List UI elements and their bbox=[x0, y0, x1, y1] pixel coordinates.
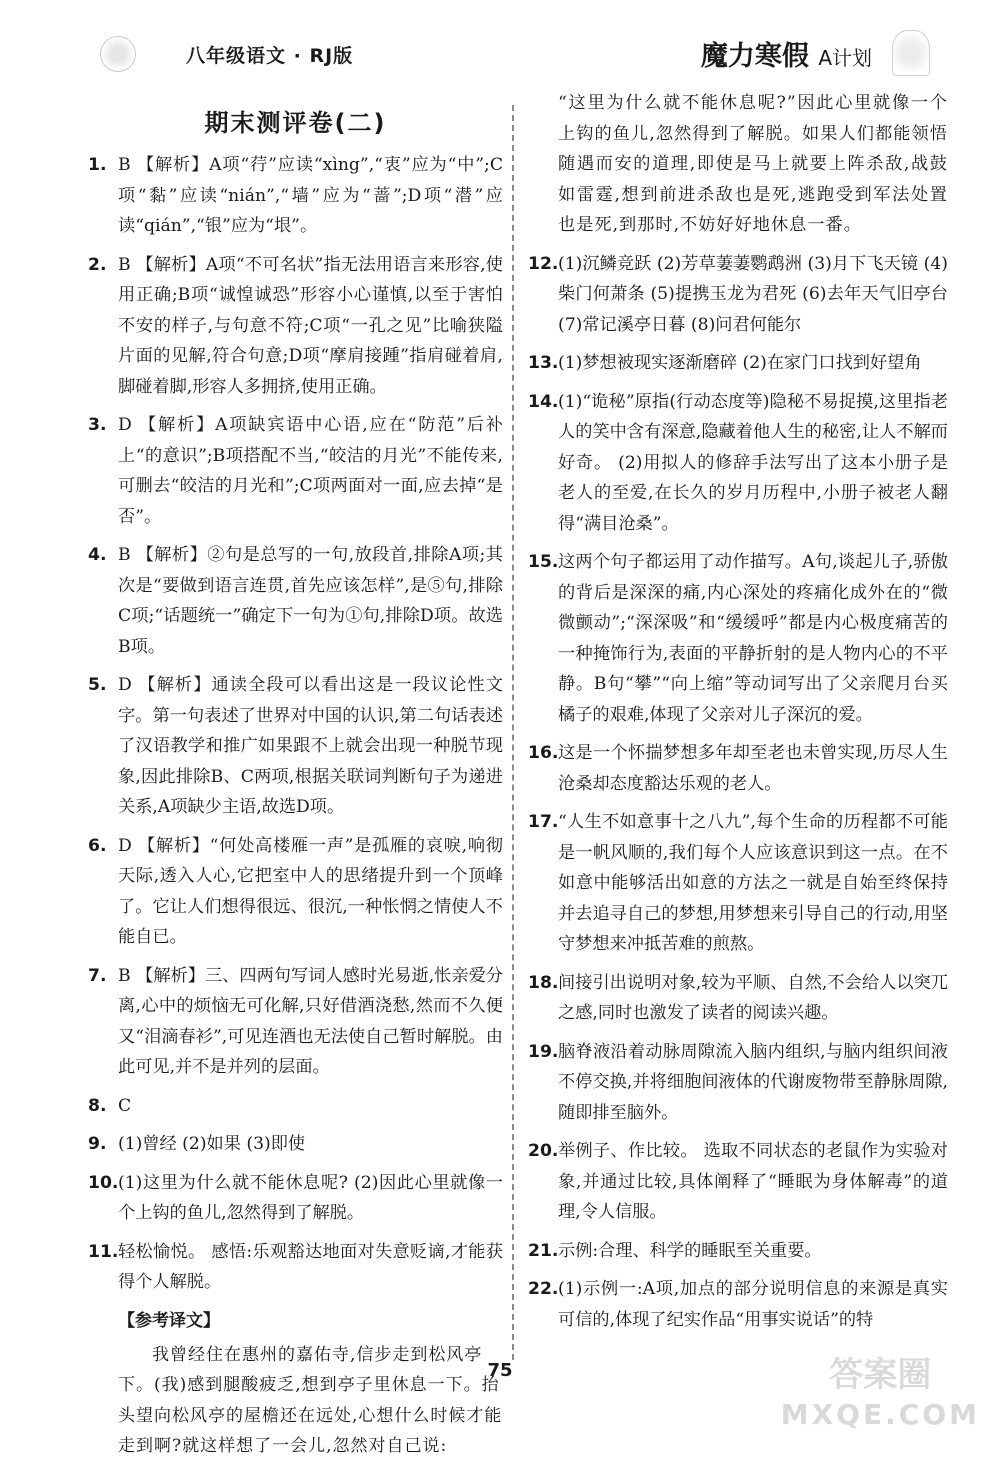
reference-text: 我曾经住在惠州的嘉佑寺,信步走到松风亭下。(我)感到腿酸疲乏,想到亭子里休息一下。抬头望向松风亭的屋檐还在远处,心想什么时候才能走到啊?就这样想了一会儿,忽然对自己说: bbox=[118, 1344, 503, 1456]
answer-item bbox=[528, 1136, 948, 1228]
item-text: “人生不如意事十之八九”,每个生命的历程都不可能是一帆风顺的,我们每个人应该意识到这一点。在不如意中能够活出如意的方法之一就是自始至终保持并去追寻自己的梦想,用梦想来引导自己的行动,用坚守梦想来冲抵苦难的煎熬。 bbox=[558, 812, 948, 954]
answer-item bbox=[88, 1129, 503, 1160]
item-text: D 【解析】“何处高楼雁一声”是孤雁的哀唳,响彻天际,透入人心,它把室中人的思绪提升到一个顶峰了。它让人们想得很远、很沉,一种怅惘之情使人不能自已。 bbox=[118, 835, 503, 947]
item-text: (1)这里为什么就不能休息呢? (2)因此心里就像一个上钩的鱼儿,忽然得到了解脱。 bbox=[118, 1172, 503, 1223]
item-number: 18. bbox=[528, 972, 559, 993]
item-number: 17. bbox=[528, 812, 559, 832]
item-text: 举例子、作比较。 选取不同状态的老鼠作为实验对象,并通过比较,具体阐释了“睡眠为身体解毒”的道理,令人信服。 bbox=[558, 1141, 948, 1222]
item-text: B 【解析】A项“不可名状”指无法用语言来形容,使用正确;B项“诚惶诚恐”形容小心谨慎,以至于害怕不安的样子,与句意不符;C项“一孔之见”比喻狭隘片面的见解,符合句意;D项“摩肩接踵”指肩碰着肩,脚碰着脚,形容人多拥挤,使用正确。 bbox=[118, 254, 503, 397]
item-text: 轻松愉悦。 感悟:乐观豁达地面对失意贬谪,才能获得个人解脱。 bbox=[118, 1241, 503, 1292]
answer-item bbox=[88, 1168, 503, 1229]
answer-item bbox=[88, 961, 503, 1083]
answer-item bbox=[88, 670, 503, 823]
item-text: B 【解析】A项“荇”应读“xìng”,“衷”应为“中”;C项“黏”应读“nián”,“墙”应为“蔷”;D项“潜”应读“qián”,“银”应为“垠”。 bbox=[118, 155, 503, 236]
item-text: 示例:合理、科学的睡眠至关重要。 bbox=[558, 1240, 822, 1261]
right-column bbox=[528, 88, 948, 1343]
item-text: 这两个句子都运用了动作描写。A句,谈起儿子,骄傲的背后是深深的痛,内心深处的疼痛化成外在的“微微颤动”;“深深吸”和“缓缓呼”都是内心极度痛苦的一种掩饰行为,表面的平静折射的是人物内心的不平静。B句“攀”“向上缩”等动词写出了父亲爬月台买橘子的艰难,体现了父亲对儿子深沉的爱。 bbox=[558, 552, 948, 725]
item-number: 20. bbox=[528, 1141, 559, 1161]
answer-item bbox=[88, 410, 503, 532]
answer-item bbox=[528, 249, 948, 341]
page-title: 期末测评卷(二) bbox=[204, 109, 387, 137]
answer-item bbox=[88, 150, 503, 242]
item-text: (1)示例一:A项,加点的部分说明信息的来源是真实可信的,体现了纪实作品“用事实说话”的特 bbox=[558, 1279, 948, 1330]
item-number: 21. bbox=[528, 1240, 559, 1261]
header-grade-label: 八年级语文 · RJ版 bbox=[186, 44, 354, 67]
answer-item bbox=[88, 250, 503, 403]
answer-item bbox=[528, 387, 948, 540]
item-number: 8. bbox=[88, 1095, 107, 1116]
item-number: 11. bbox=[88, 1241, 119, 1262]
answer-item bbox=[528, 348, 948, 379]
watermark-logo bbox=[781, 1355, 980, 1435]
item-text: B 【解析】三、四两句写词人感时光易逝,怅亲爱分离,心中的烦恼无可化解,只好借酒浇愁,然而不久便又“泪滴春衫”,可见连酒也无法使自己暂时解脱。由此可见,并不是并列的层面。 bbox=[118, 965, 503, 1077]
item-number: 7. bbox=[88, 965, 107, 986]
item-text: C bbox=[118, 1095, 132, 1116]
item-number: 5. bbox=[88, 675, 107, 695]
left-column bbox=[88, 95, 503, 1462]
item-number: 19. bbox=[528, 1041, 559, 1062]
brand-logo bbox=[701, 34, 872, 73]
answer-item bbox=[528, 738, 948, 799]
item-text: 间接引出说明对象,较为平顺、自然,不会给人以突兀之感,同时也激发了读者的阅读兴趣。 bbox=[558, 972, 948, 1023]
item-number: 16. bbox=[528, 743, 559, 763]
answer-item bbox=[88, 1237, 503, 1298]
item-text: (1)曾经 (2)如果 (3)即使 bbox=[118, 1134, 306, 1154]
brand-name: 魔力寒假 bbox=[700, 40, 809, 72]
item-number: 1. bbox=[88, 155, 107, 175]
watermark-text: 答案圈 bbox=[829, 1355, 932, 1395]
item-number: 15. bbox=[528, 552, 559, 572]
item-text: (1)“诡秘”原指(行动态度等)隐秘不易捉摸,这里指老人的笑中含有深意,隐藏着他人生的秘密,让人不解而好奇。 (2)用拟人的修辞手法写出了这本小册子是老人的至爱,在长久的岁月历程中,小册子被老人翻得“满目沧桑”。 bbox=[558, 391, 948, 534]
answer-item bbox=[528, 1037, 948, 1129]
answer-item bbox=[88, 831, 503, 953]
answer-item bbox=[88, 1091, 503, 1122]
item-text: B 【解析】②句是总写的一句,放段首,排除A项;其次是“要做到语言连贯,首先应该怎样”,是⑤句,排除C项;“话题统一”确定下一句为①句,排除D项。故选B项。 bbox=[118, 545, 503, 657]
item-text: (1)梦想被现实逐渐磨碎 (2)在家门口找到好望角 bbox=[558, 353, 922, 373]
answer-item bbox=[528, 1236, 948, 1267]
header-left bbox=[100, 36, 353, 72]
item-number: 4. bbox=[88, 545, 107, 565]
item-number: 3. bbox=[88, 415, 107, 435]
reference-heading: 【参考译文】 bbox=[118, 1310, 220, 1331]
item-text: D 【解析】A项缺宾语中心语,应在“防范”后补上“的意识”;B项搭配不当,“皎洁的月光”不能传来,可删去“皎洁的月光和”;C项两面对一面,应去掉“是否”。 bbox=[118, 415, 503, 527]
answer-item bbox=[528, 1274, 948, 1335]
item-number: 13. bbox=[528, 353, 559, 373]
item-text: 脑脊液沿着动脉周隙流入脑内组织,与脑内组织间液不停交换,并将细胞间液体的代谢废物带至静脉周隙,随即排至脑外。 bbox=[558, 1041, 948, 1123]
item-text: 这是一个怀揣梦想多年却至老也未曾实现,历尽人生沧桑却态度豁达乐观的老人。 bbox=[558, 743, 948, 794]
decorative-emblem-icon bbox=[100, 36, 136, 72]
watermark-url: MXQE.COM bbox=[780, 1398, 980, 1431]
item-number: 6. bbox=[88, 835, 107, 856]
item-number: 14. bbox=[528, 391, 559, 412]
decorative-tree-icon bbox=[892, 30, 930, 76]
item-number: 22. bbox=[528, 1279, 559, 1299]
item-number: 10. bbox=[88, 1172, 119, 1193]
translation-continuation: “这里为什么就不能休息呢?”因此心里就像一个上钩的鱼儿,忽然得到了解脱。如果人们都能领悟随遇而安的道理,即使是马上就要上阵杀敌,战鼓如雷霆,想到前进杀敌也是死,逃跑受到军法处置也是死,到那时,不妨好好地休息一番。 bbox=[558, 93, 948, 235]
answer-item bbox=[528, 547, 948, 730]
header-right bbox=[701, 30, 930, 76]
column-divider bbox=[512, 105, 514, 1360]
item-number: 12. bbox=[528, 253, 559, 274]
item-number: 2. bbox=[88, 254, 107, 275]
item-text: (1)沉鳞竞跃 (2)芳草萋萋鹦鹉洲 (3)月下飞天镜 (4)柴门何萧条 (5)提携玉龙为君死 (6)去年天气旧亭台 (7)常记溪亭日暮 (8)问君何能尔 bbox=[558, 253, 948, 335]
answer-item bbox=[88, 540, 503, 662]
brand-suffix: A计划 bbox=[818, 45, 872, 70]
answer-item bbox=[528, 968, 948, 1029]
page-number: 75 bbox=[487, 1360, 513, 1381]
item-number: 9. bbox=[88, 1134, 107, 1154]
item-text: D 【解析】通读全段可以看出这是一段议论性文字。第一句表述了世界对中国的认识,第二句话表述了汉语教学和推广如果跟不上就会出现一种脱节现象,因此排除B、C两项,根据关联词判断句子为递进关系,A项缺少主语,故选D项。 bbox=[118, 675, 503, 817]
answer-item bbox=[528, 807, 948, 960]
